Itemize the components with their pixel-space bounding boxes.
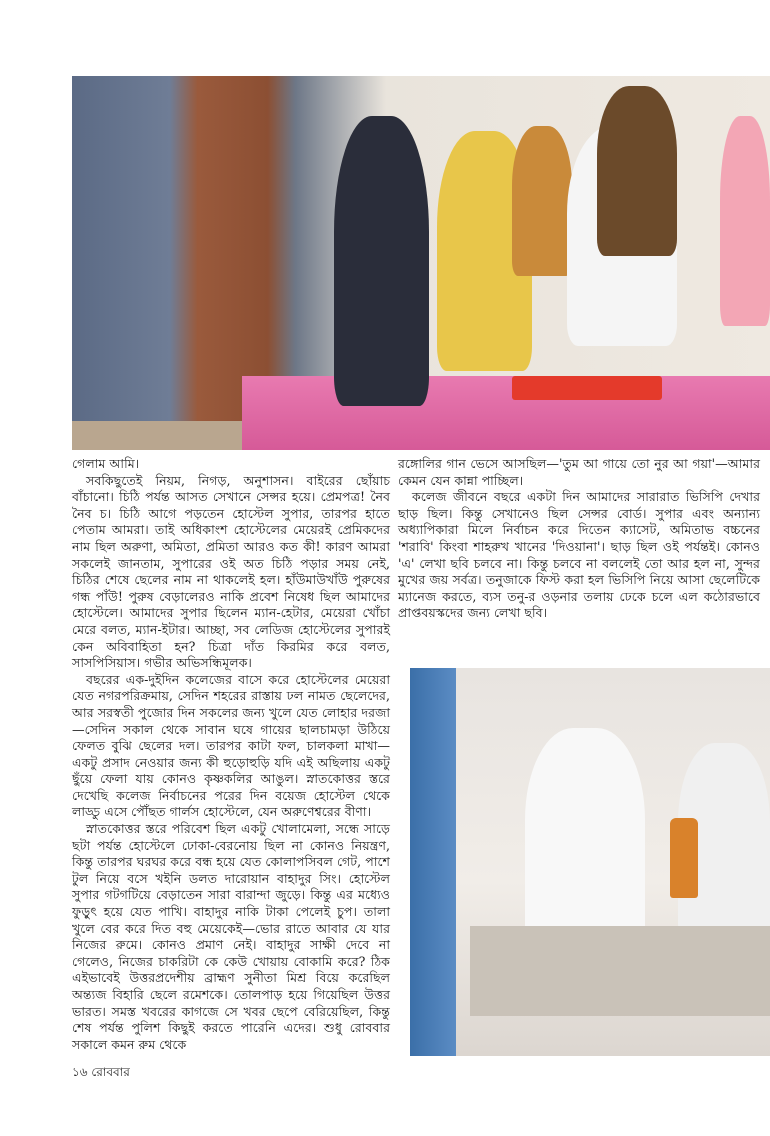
girl-figure (512, 126, 572, 276)
pink-bed (242, 376, 770, 450)
top-group-photo (72, 76, 770, 450)
girl-figure (720, 116, 770, 326)
girl-figure (334, 116, 429, 406)
magazine-name: রোববার (91, 1065, 130, 1079)
paragraph: সবকিছুতেই নিয়ম, নিগড়, অনুশাসন। বাইরের ছোঁয়াচ বাঁচানো। চিঠি পর্যন্ত আসত সেখানে সেন্সর হয়ে। প্রেমপত্র! নৈব নৈব চ। চিঠি আগে পড়তেন হোস্টেল সুপার, তারপর হাতে পেতাম আমরা। তাই অধিকাংশ হোস্টেলের মেয়েরই প্রেমিকদের নাম ছিল অরুণা, অমিতা, প্রমিতা আরও কত কী! কারণ আমরা সকলেই জানতাম, সুপারের ওই অত চিঠি পড়ার সময় নেই, চিঠির শেষে ছেলের নাম না থাকলেই হল। হাঁউমাউখাঁউ পুরুষের গন্ধ পাঁউ! পুরুষ বেড়ালেরও নাকি প্রবেশ নিষেধ ছিল আমাদের হোস্টেলে। আমাদের সুপার ছিলেন ম্যান-হেটার, মেয়েরা খোঁচা মেরে বলত, ম্যান-ইটার। আচ্ছা, সব লেডিজ হোস্টেলের সুপারই কেন অবিবাহিতা হন? চিত্রা দাঁত কিরমির করে বলত, সাসপিসিয়াস। গভীর অভিসন্ধিমূলক। (72, 472, 390, 671)
bottom-study-photo (410, 668, 770, 1056)
page-footer (72, 1064, 130, 1084)
girl-figure (597, 86, 677, 256)
red-table (512, 376, 662, 400)
paragraph: স্নাতকোত্তর স্তরে পরিবেশ ছিল একটু খোলামেলা, সন্ধে সাড়ে ছটা পর্যন্ত হোস্টেলে ঢোকা-বেরনোয় ছিল না কোনও নিয়ন্ত্রণ, কিন্তু তারপর ঘরঘর করে বন্ধ হয়ে যেত কোলাপসিবল গেট, পাশে টুল নিয়ে বসে খইনি ডলত দারোয়ান বাহাদুর সিং। হোস্টেল সুপার গটগটিয়ে বেড়াতেন সারা বারান্দা জুড়ে। কিন্তু এর মধ্যেও ফুড়ুৎ হয়ে যেত পাখি। বাহাদুর নাকি টাকা পেলেই চুপ। তালা খুলে বের করে দিত বহু মেয়েকেই—ভোর রাতে আবার যে যার নিজের রুমে। কোনও প্রমাণ নেই। বাহাদুর সাক্ষী দেবে না গেলেও, নিজের চাকরিটা কে কেউ খোয়ায় বোকামি করে? ঠিক এইভাবেই উত্তরপ্রদেশীয় ব্রাহ্মণ সুনীতা মিশ্র বিয়ে করেছিল অন্ত্যজ বিহারি ছেলে রমেশকে। তোলপাড় হয়ে গিয়েছিল উত্তর ভারত। সমস্ত খবরের কাগজে সে খবর ছেপে বেরিয়েছিল, কিন্তু শেষ পর্যন্ত পুলিশ কিছুই করতে পারেনি এদের। শুধু রোববার সকালে কমন রুম থেকে (72, 821, 390, 1052)
floor (72, 421, 252, 450)
paragraph: বছরের এক-দুইদিন কলেজের বাসে করে হোস্টেলের মেয়েরা যেত নগরপরিক্রমায়, সেদিন শহরের রাস্তায় ঢল নামত ছেলেদের, আর সরস্বতী পুজোর দিন সকলের জন্য খুলে যেত লোহার দরজা—সেদিন সকাল থেকে সাবান ঘষে গায়ের ছালচামড়া উঠিয়ে ফেলত বুঝি ছেলের দল। তারপর কাটা ফল, চালকলা মাখা—একটু প্রসাদ নেওয়ার জন্য কী হুড়োহুড়ি যদি এই অছিলায় একটু ছুঁয়ে ফেলা যায় কোনও কৃষ্ণকলির আঙুল। স্নাতকোত্তর স্তরে দেখেছি কলেজ নির্বাচনের পরের দিন বয়েজ হোস্টেল থেকে লাড্ডু এসে পৌঁছত গার্লস হোস্টেলে, যেন অরুণেশ্বরের বীণা। (72, 671, 390, 820)
girl-figure (525, 728, 645, 958)
left-text-column (72, 456, 390, 1053)
paragraph: কলেজ জীবনে বছরে একটা দিন আমাদের সারারাত ভিসিপি দেখার ছাড় ছিল। কিন্তু সেখানেও ছিল সেন্সর বোর্ড। সুপার এবং অন্যান্য অধ্যাপিকারা মিলে নির্বাচন করে দিতেন ক্যাসেট, অমিতাভ বচ্চনের 'শরাবি' কিংবা শাহরুখ খানের 'দিওয়ানা'। ছাড় ছিল ওই পর্যন্তই। কোনও 'এ' লেখা ছবি চলবে না। কিন্তু চলবে না বললেই তো আর হল না, সুন্দর মুখের জয় সর্বত্র। তনুজাকে ফিস্ট করা হল ভিসিপি নিয়ে আসা ছেলেটিকে ম্যানেজ করতে, ব্যস তনু-র ওড়নার তলায় ঢেকে চলে এল কঠোরভাবে প্রাপ্তবয়স্কদের জন্য লেখা ছবি। (398, 489, 760, 621)
blue-curtain (410, 668, 456, 1056)
orange-bottle (670, 818, 698, 898)
right-text-column (398, 456, 760, 622)
paragraph: গেলাম আমি। (72, 456, 140, 471)
study-desk (470, 926, 770, 1016)
page-number: ১৬ (72, 1065, 88, 1079)
paragraph: রঙ্গোলির গান ভেসে আসছিল—'তুম আ গায়ে তো নুর আ গয়া'—আমার কেমন যেন কান্না পাচ্ছিল। (398, 456, 760, 488)
